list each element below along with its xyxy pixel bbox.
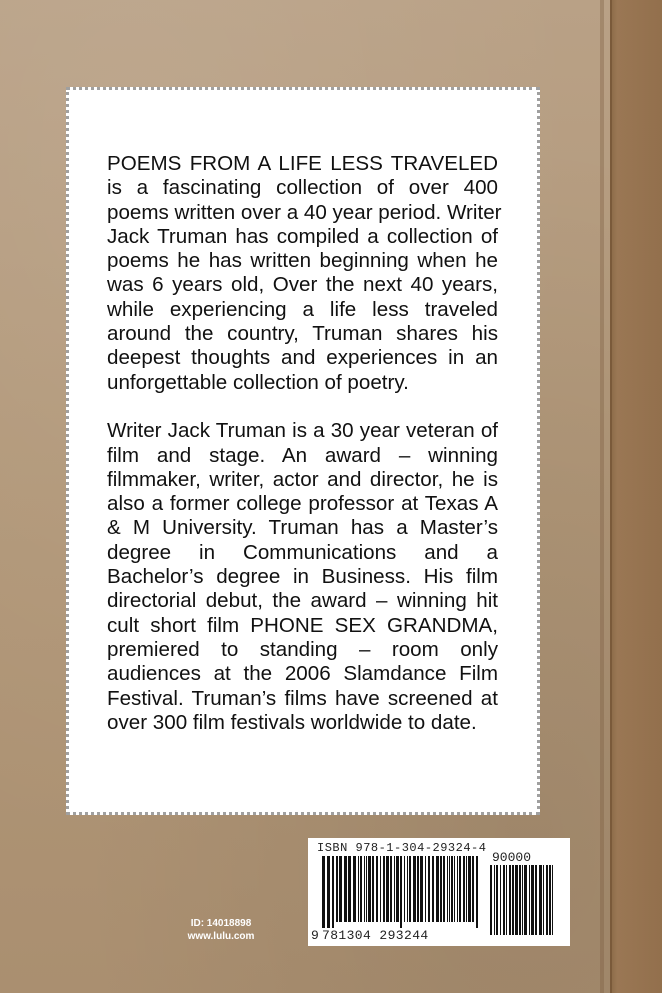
blurb-line: Jack Truman has compiled a collection of [107, 224, 498, 248]
barcode-bar [506, 865, 507, 935]
barcode-bar [413, 856, 416, 922]
barcode-bar [432, 856, 434, 922]
blurb-line: poems written over a 40 year period. Writer [107, 200, 502, 224]
barcode-bar [380, 856, 381, 922]
barcode-bar [344, 856, 347, 922]
barcode-bar [500, 865, 501, 935]
book-spine-edge [610, 0, 662, 993]
barcode-bar [436, 856, 439, 922]
barcode-bar [348, 856, 351, 922]
barcode-bar [353, 856, 356, 922]
barcode-bar [425, 856, 426, 922]
barcode-bar [515, 865, 518, 935]
barcode-bar [443, 856, 445, 922]
blurb-line: & M University. Truman has a Master’s [107, 516, 498, 540]
barcode-bar [366, 856, 367, 922]
blurb-line: while experiencing a life less traveled [107, 297, 498, 321]
barcode-bar [459, 856, 461, 922]
barcode-main-bars [322, 856, 478, 928]
blurb-line: film and stage. An award – winning [107, 443, 498, 467]
barcode-bar [472, 856, 474, 922]
blurb-line: directorial debut, the award – winning hit [107, 589, 498, 613]
barcode-bar [428, 856, 430, 922]
barcode-bar [522, 865, 523, 935]
barcode-bar [503, 865, 505, 935]
barcode-bar [336, 856, 338, 922]
blurb-text [107, 152, 502, 759]
barcode-bar [372, 856, 374, 922]
barcode-bar [327, 856, 330, 928]
blurb-line: audiences at the 2006 Slamdance Film [107, 662, 498, 686]
barcode-bar [539, 865, 542, 935]
barcode-bar [360, 856, 362, 922]
blurb-line: deepest thoughts and experiences in an [107, 346, 498, 370]
blurb-line: Bachelor’s degree in Business. His film [107, 565, 498, 589]
blurb-line: poems he has written beginning when he [107, 249, 498, 273]
blurb-line: unforgettable collection of poetry. [107, 370, 409, 394]
blurb-line: also a former college professor at Texas A [107, 492, 498, 516]
barcode-bar [468, 856, 471, 922]
barcode-bar [390, 856, 392, 922]
barcode-bar [383, 856, 385, 922]
publisher-website: www.lulu.com [187, 931, 255, 942]
blurb-line: is a fascinating collection of over 400 [107, 176, 498, 200]
barcode-lead-digit: 9 [311, 928, 319, 943]
barcode-bar [440, 856, 442, 922]
barcode-bar [466, 856, 467, 922]
barcode-bar [457, 856, 458, 922]
blurb-paragraph-1 [107, 152, 502, 395]
barcode-bar [368, 856, 371, 922]
blurb-panel [66, 87, 540, 815]
barcode-bar [524, 865, 527, 935]
barcode-bar [409, 856, 411, 922]
barcode-bar [449, 856, 450, 922]
barcode-bar [407, 856, 408, 922]
barcode-bar [417, 856, 419, 922]
barcode-bar [512, 865, 514, 935]
blurb-line: filmmaker, writer, actor and director, he is [107, 467, 498, 491]
barcode-bar [543, 865, 544, 935]
spine-fold-line [600, 0, 604, 993]
barcode-bar [494, 865, 495, 935]
barcode-bar [529, 865, 530, 935]
barcode-bar [447, 856, 448, 922]
barcode-bar [519, 865, 521, 935]
blurb-line: Festival. Truman’s films have screened at [107, 686, 498, 710]
barcode-bar [549, 865, 551, 935]
barcode-bar [490, 865, 492, 935]
isbn-barcode [308, 838, 570, 946]
barcode-bar [552, 865, 553, 935]
blurb-line: POEMS FROM A LIFE LESS TRAVELED [107, 152, 498, 175]
price-code: 90000 [492, 850, 532, 865]
barcode-bar [451, 856, 453, 922]
barcode-bar [535, 865, 537, 935]
barcode-bar [454, 856, 455, 922]
publisher-id: ID: 14018898 [190, 918, 252, 929]
publisher-info [166, 917, 276, 943]
barcode-bar [396, 856, 399, 922]
barcode-bar [332, 856, 334, 928]
barcode-bar [400, 856, 402, 928]
barcode-bar [364, 856, 365, 922]
blurb-paragraph-2 [107, 419, 498, 735]
barcode-bar [496, 865, 498, 935]
barcode-addon-bars [490, 865, 554, 941]
blurb-line: was 6 years old, Over the next 40 years, [107, 273, 498, 297]
isbn-label: ISBN 978-1-304-29324-4 [317, 841, 487, 855]
blurb-line: Writer Jack Truman is a 30 year veteran of [107, 419, 498, 443]
barcode-bar [463, 856, 465, 922]
blurb-line: around the country, Truman shares his [107, 322, 498, 346]
barcode-bar [531, 865, 534, 935]
blurb-line: premiered to standing – room only [107, 637, 498, 661]
barcode-bar [358, 856, 359, 922]
barcode-bar [546, 865, 548, 935]
barcode-bar [404, 856, 405, 922]
barcode-bar [394, 856, 395, 922]
barcode-bar [339, 856, 342, 922]
barcode-digits: 781304 293244 [322, 928, 429, 943]
blurb-line: cult short film PHONE SEX GRANDMA, [107, 613, 498, 637]
barcode-bar [509, 865, 511, 935]
barcode-bar [386, 856, 389, 922]
blurb-line: over 300 film festivals worldwide to date. [107, 710, 477, 734]
barcode-bar [420, 856, 423, 922]
barcode-bar [476, 856, 478, 928]
blurb-line: degree in Communications and a [107, 540, 498, 564]
barcode-bar [322, 856, 325, 928]
barcode-bar [376, 856, 378, 922]
